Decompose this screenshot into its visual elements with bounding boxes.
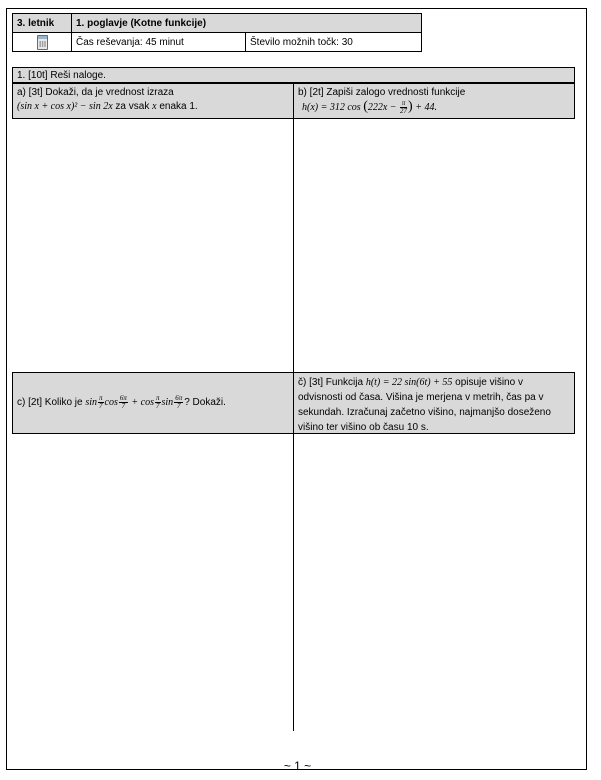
- part-d-question: č) [3t] Funkcija h(t) = 22 sin(6t) + 55 opisuje višino v odvisnosti od časa. Višina je merjena v metrih, čas pa v sekundah. Izračunaj začetno višino, najmanjšo doseženo višino ter višino ob času 10 s.: [293, 372, 575, 434]
- header-table: [12, 13, 422, 52]
- part-d-expression: h(t) = 22 sin(6t) + 55: [365, 377, 453, 388]
- answer-divider-top: [293, 119, 294, 373]
- part-b-question: [293, 83, 575, 119]
- part-a-expression: (sin x + cos x)² − sin 2x: [17, 101, 113, 112]
- page-number: ~ 1 ~: [283, 759, 312, 773]
- calculator-icon: [37, 35, 48, 50]
- part-a-line1: a) [3t] Dokaži, da je vrednost izraza: [17, 87, 174, 98]
- calculator-cell: [13, 33, 72, 52]
- part-b-line2: h(x) = 312 cos (222x − $\frac{\pi}{27}$ ) + 44.: [302, 99, 437, 116]
- part-a-line2: (sin x + cos x)² − sin 2x za vsak x enaka 1.: [17, 101, 198, 112]
- points-info: Število možnih točk: 30: [246, 33, 422, 52]
- task-title: 1. [10t] Reši naloge.: [12, 67, 575, 83]
- part-c-text: c) [2t] Koliko je sin $\frac{\pi}{7}$ cos $\frac{6\pi}{7}$ + cos $\frac{\pi}{7}$ sin $\frac{6\pi}{7}$ ? Dokaži.: [17, 394, 226, 411]
- answer-divider-bottom: [293, 434, 294, 731]
- part-b-line1: b) [2t] Zapiši zalogo vrednosti funkcije: [298, 87, 466, 98]
- chapter-title: 1. poglavje (Kotne funkcije): [72, 14, 422, 33]
- time-info: Čas reševanja: 45 minut: [72, 33, 246, 52]
- grade-label: 3. letnik: [13, 14, 72, 33]
- part-c-question: [12, 372, 294, 434]
- part-a-question: [12, 83, 294, 119]
